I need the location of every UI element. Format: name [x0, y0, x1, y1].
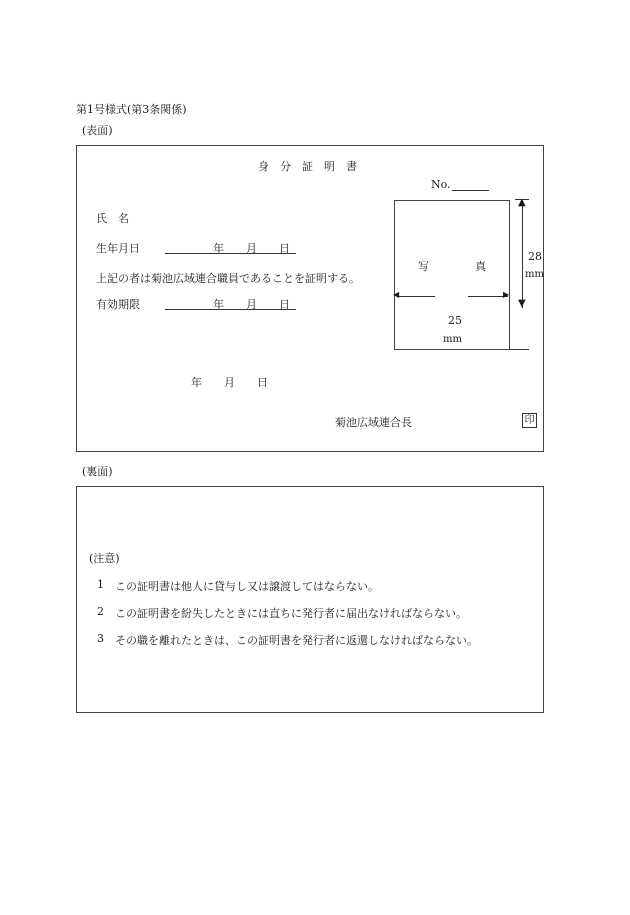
note-number: 3 — [97, 632, 104, 645]
notes-title: (注意) — [89, 552, 120, 565]
width-value: 25 — [448, 314, 462, 327]
height-dimension-bottom-tick — [510, 349, 529, 350]
dob-date: 年 月 日 — [213, 242, 290, 255]
front-label: (表面) — [82, 124, 113, 137]
width-dimension-arrow-right — [468, 296, 508, 297]
height-arrow-head-down-icon: ▼ — [518, 298, 526, 309]
width-unit: mm — [443, 334, 462, 345]
back-card — [76, 486, 544, 713]
width-arrow-head-left-icon: ◀ — [393, 290, 400, 299]
photo-label-left: 写 — [418, 260, 429, 273]
form-number: 第1号様式(第3条関係) — [76, 103, 187, 116]
height-unit: mm — [525, 269, 544, 280]
photo-area — [394, 200, 510, 350]
dob-label: 生年月日 — [96, 242, 140, 255]
photo-label-right: 真 — [475, 260, 486, 273]
height-value: 28 — [528, 250, 542, 263]
note-number: 1 — [97, 578, 104, 591]
width-dimension-arrow-left — [397, 296, 435, 297]
certify-text: 上記の者は菊池広域連合職員であることを証明する。 — [96, 272, 360, 285]
serial-number-label: No. — [431, 178, 451, 191]
note-text: この証明書は他人に貸与し又は譲渡してはならない。 — [115, 580, 379, 593]
note-number: 2 — [97, 605, 104, 618]
back-label: (裏面) — [82, 465, 113, 478]
issue-date: 年 月 日 — [191, 376, 268, 389]
width-arrow-head-right-icon: ▶ — [503, 290, 510, 299]
note-text: この証明書を紛失したときには直ちに発行者に届出なければならない。 — [115, 607, 467, 620]
valid-label: 有効期限 — [96, 298, 140, 311]
valid-date: 年 月 日 — [213, 298, 290, 311]
dob-underline — [165, 253, 296, 254]
height-arrow-head-up-icon: ▲ — [518, 197, 526, 208]
note-text: その職を離れたときは、この証明書を発行者に返還しなければならない。 — [115, 634, 478, 647]
name-label: 氏 名 — [96, 212, 129, 225]
card-title: 身 分 証 明 書 — [258, 160, 357, 173]
serial-number-line — [452, 190, 489, 191]
height-dimension-arrow — [522, 202, 523, 308]
issuer-title: 菊池広域連合長 — [335, 416, 412, 429]
valid-underline — [165, 309, 296, 310]
seal-mark: 印 — [522, 413, 537, 428]
